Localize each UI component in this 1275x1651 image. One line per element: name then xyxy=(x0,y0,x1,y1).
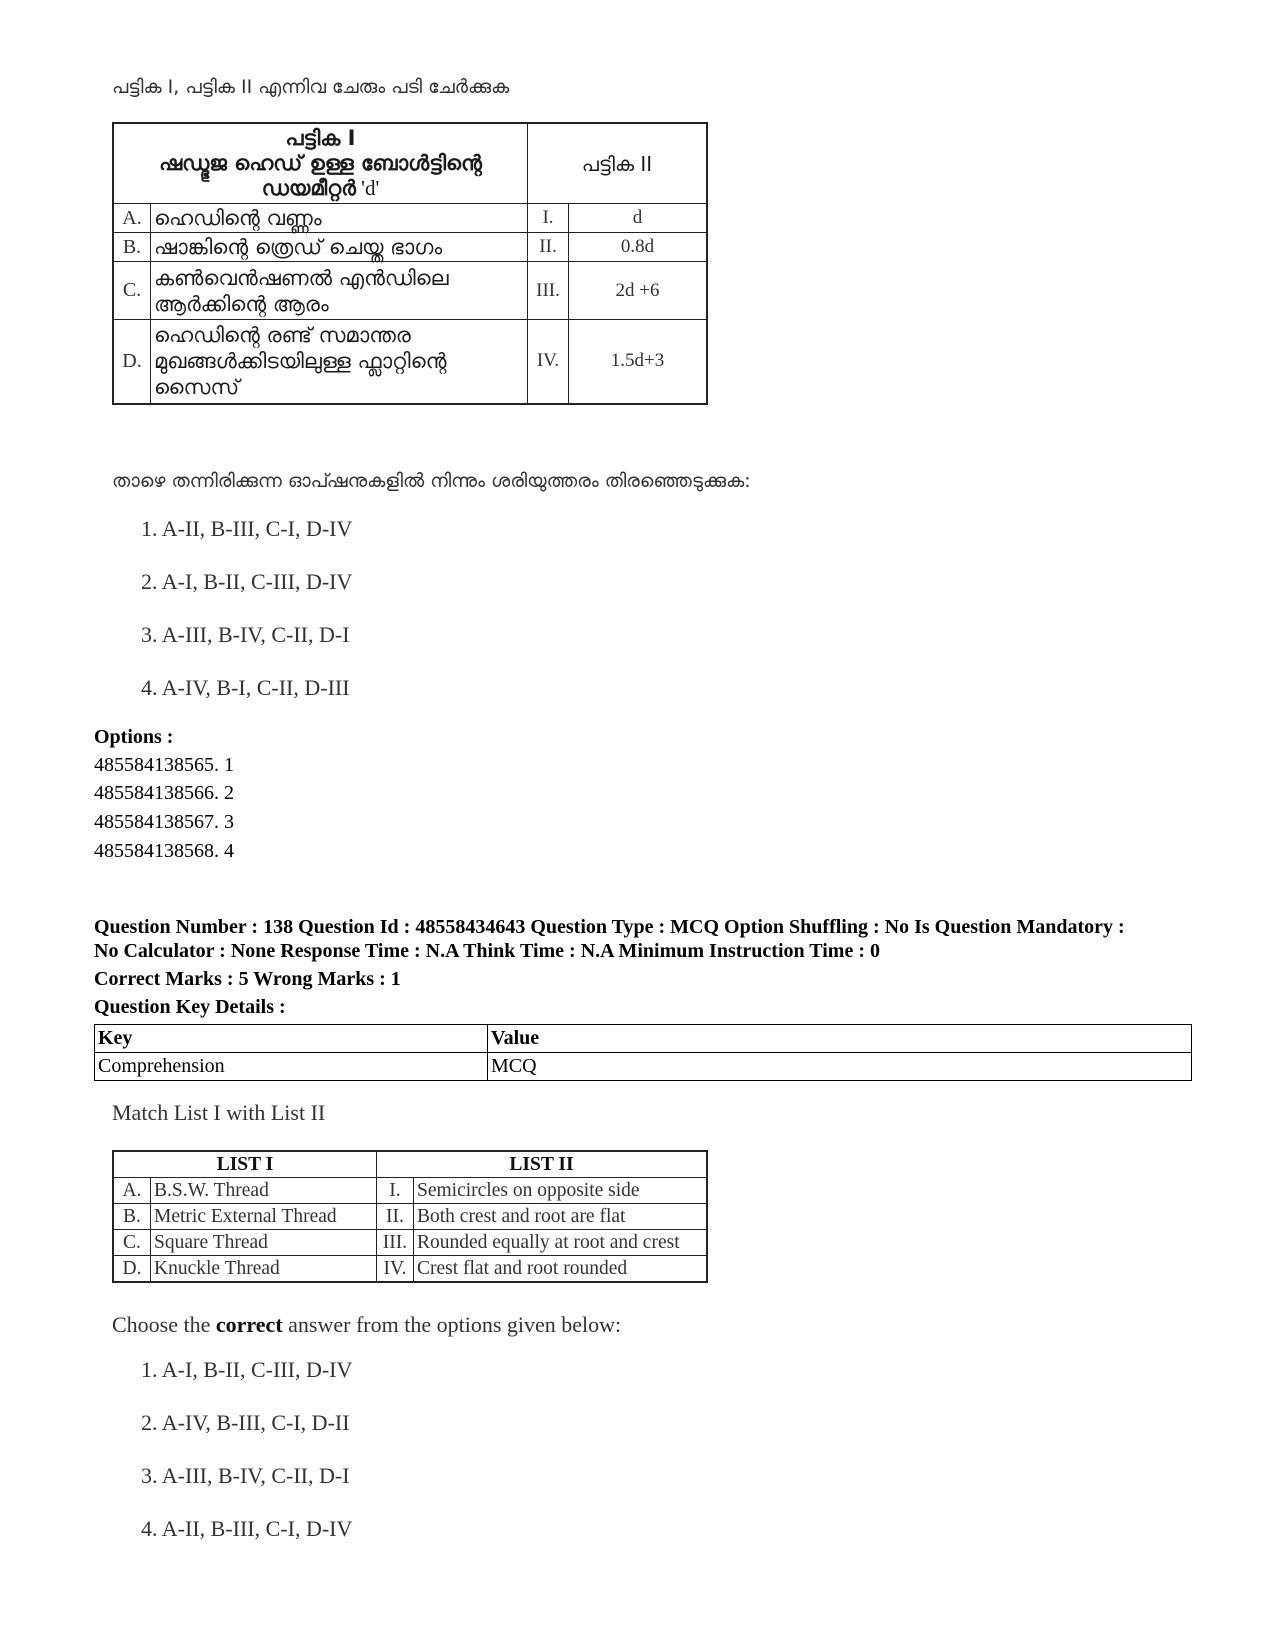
en-choice-4: 4. A-II, B-III, C-I, D-IV xyxy=(141,1516,353,1541)
en-choice-1: 1. A-I, B-II, C-III, D-IV xyxy=(141,1357,353,1382)
ml-list2-header: പട്ടിക II xyxy=(528,123,708,204)
ml-choice-1: 1. A-II, B-III, C-I, D-IV xyxy=(141,516,353,541)
ml-choice-4: 4. A-IV, B-I, C-II, D-III xyxy=(141,675,350,700)
ml-choose-text: താഴെ തന്നിരിക്കുന്ന ഓപ്ഷനുകളിൽ നിന്നും ശരിയുത്തരം തിരഞ്ഞെടുക്കുക: xyxy=(112,470,751,492)
key-details-table xyxy=(94,1024,1192,1081)
question-meta-line2: No Calculator : None Response Time : N.A Think Time : N.A Minimum Instruction Time : 0 xyxy=(94,940,880,962)
marks-line: Correct Marks : 5 Wrong Marks : 1 xyxy=(94,968,401,990)
ml-choice-2: 2. A-I, B-II, C-III, D-IV xyxy=(141,569,353,594)
table-row: C. Square Thread III. Rounded equally at root and crest xyxy=(113,1230,707,1256)
option-item-4: 485584138568. 4 xyxy=(94,840,234,862)
options-label: Options : xyxy=(94,726,174,748)
ml-instruction: പട്ടിക I, പട്ടിക II എന്നിവ ചേരും പടി ചേർക്കുക xyxy=(112,76,510,98)
ml-choice-3: 3. A-III, B-IV, C-II, D-I xyxy=(141,622,350,647)
table-row: Comprehension MCQ xyxy=(95,1053,1192,1081)
en-choose-text: Choose the correct answer from the options given below: xyxy=(112,1312,622,1337)
option-item-1: 485584138565. 1 xyxy=(94,754,234,776)
table-row: B. ഷാങ്കിന്റെ ത്രെഡ് ചെയ്ത ഭാഗം II. 0.8d xyxy=(113,233,707,262)
en-instruction: Match List I with List II xyxy=(112,1100,326,1125)
table-row: LIST I LIST II xyxy=(113,1151,707,1178)
table-row: B. Metric External Thread II. Both crest and root are flat xyxy=(113,1204,707,1230)
key-details-label: Question Key Details : xyxy=(94,996,286,1018)
table-row: C. കൺവെൻഷണൽ എൻഡിലെ ആർക്കിന്റെ ആരം III. 2d +6 xyxy=(113,262,707,320)
table-row: D. ഹെഡിന്റെ രണ്ട് സമാന്തര മുഖങ്ങൾക്കിടയിലുള്ള ഫ്ലാറ്റിന്റെ സൈസ് IV. 1.5d+3 xyxy=(113,320,707,404)
ml-list1-header: പട്ടിക I ഷഡ്ഭുജ ഹെഡ് ഉള്ള ബോൾട്ടിന്റെ ഡയമീറ്റർ 'd' xyxy=(113,123,528,204)
table-row: D. Knuckle Thread IV. Crest flat and root rounded xyxy=(113,1256,707,1283)
en-match-table xyxy=(112,1150,708,1283)
question-meta-line1: Question Number : 138 Question Id : 48558434643 Question Type : MCQ Option Shuffling : No Is Question Mandatory : xyxy=(94,916,1125,938)
table-row: Key Value xyxy=(95,1025,1192,1053)
table-row: A. B.S.W. Thread I. Semicircles on opposite side xyxy=(113,1178,707,1204)
option-item-3: 485584138567. 3 xyxy=(94,811,234,833)
table-row: A. ഹെഡിന്റെ വണ്ണം I. d xyxy=(113,204,707,233)
option-item-2: 485584138566. 2 xyxy=(94,782,234,804)
en-choice-2: 2. A-IV, B-III, C-I, D-II xyxy=(141,1410,350,1435)
ml-match-table xyxy=(112,122,708,405)
en-choice-3: 3. A-III, B-IV, C-II, D-I xyxy=(141,1463,350,1488)
